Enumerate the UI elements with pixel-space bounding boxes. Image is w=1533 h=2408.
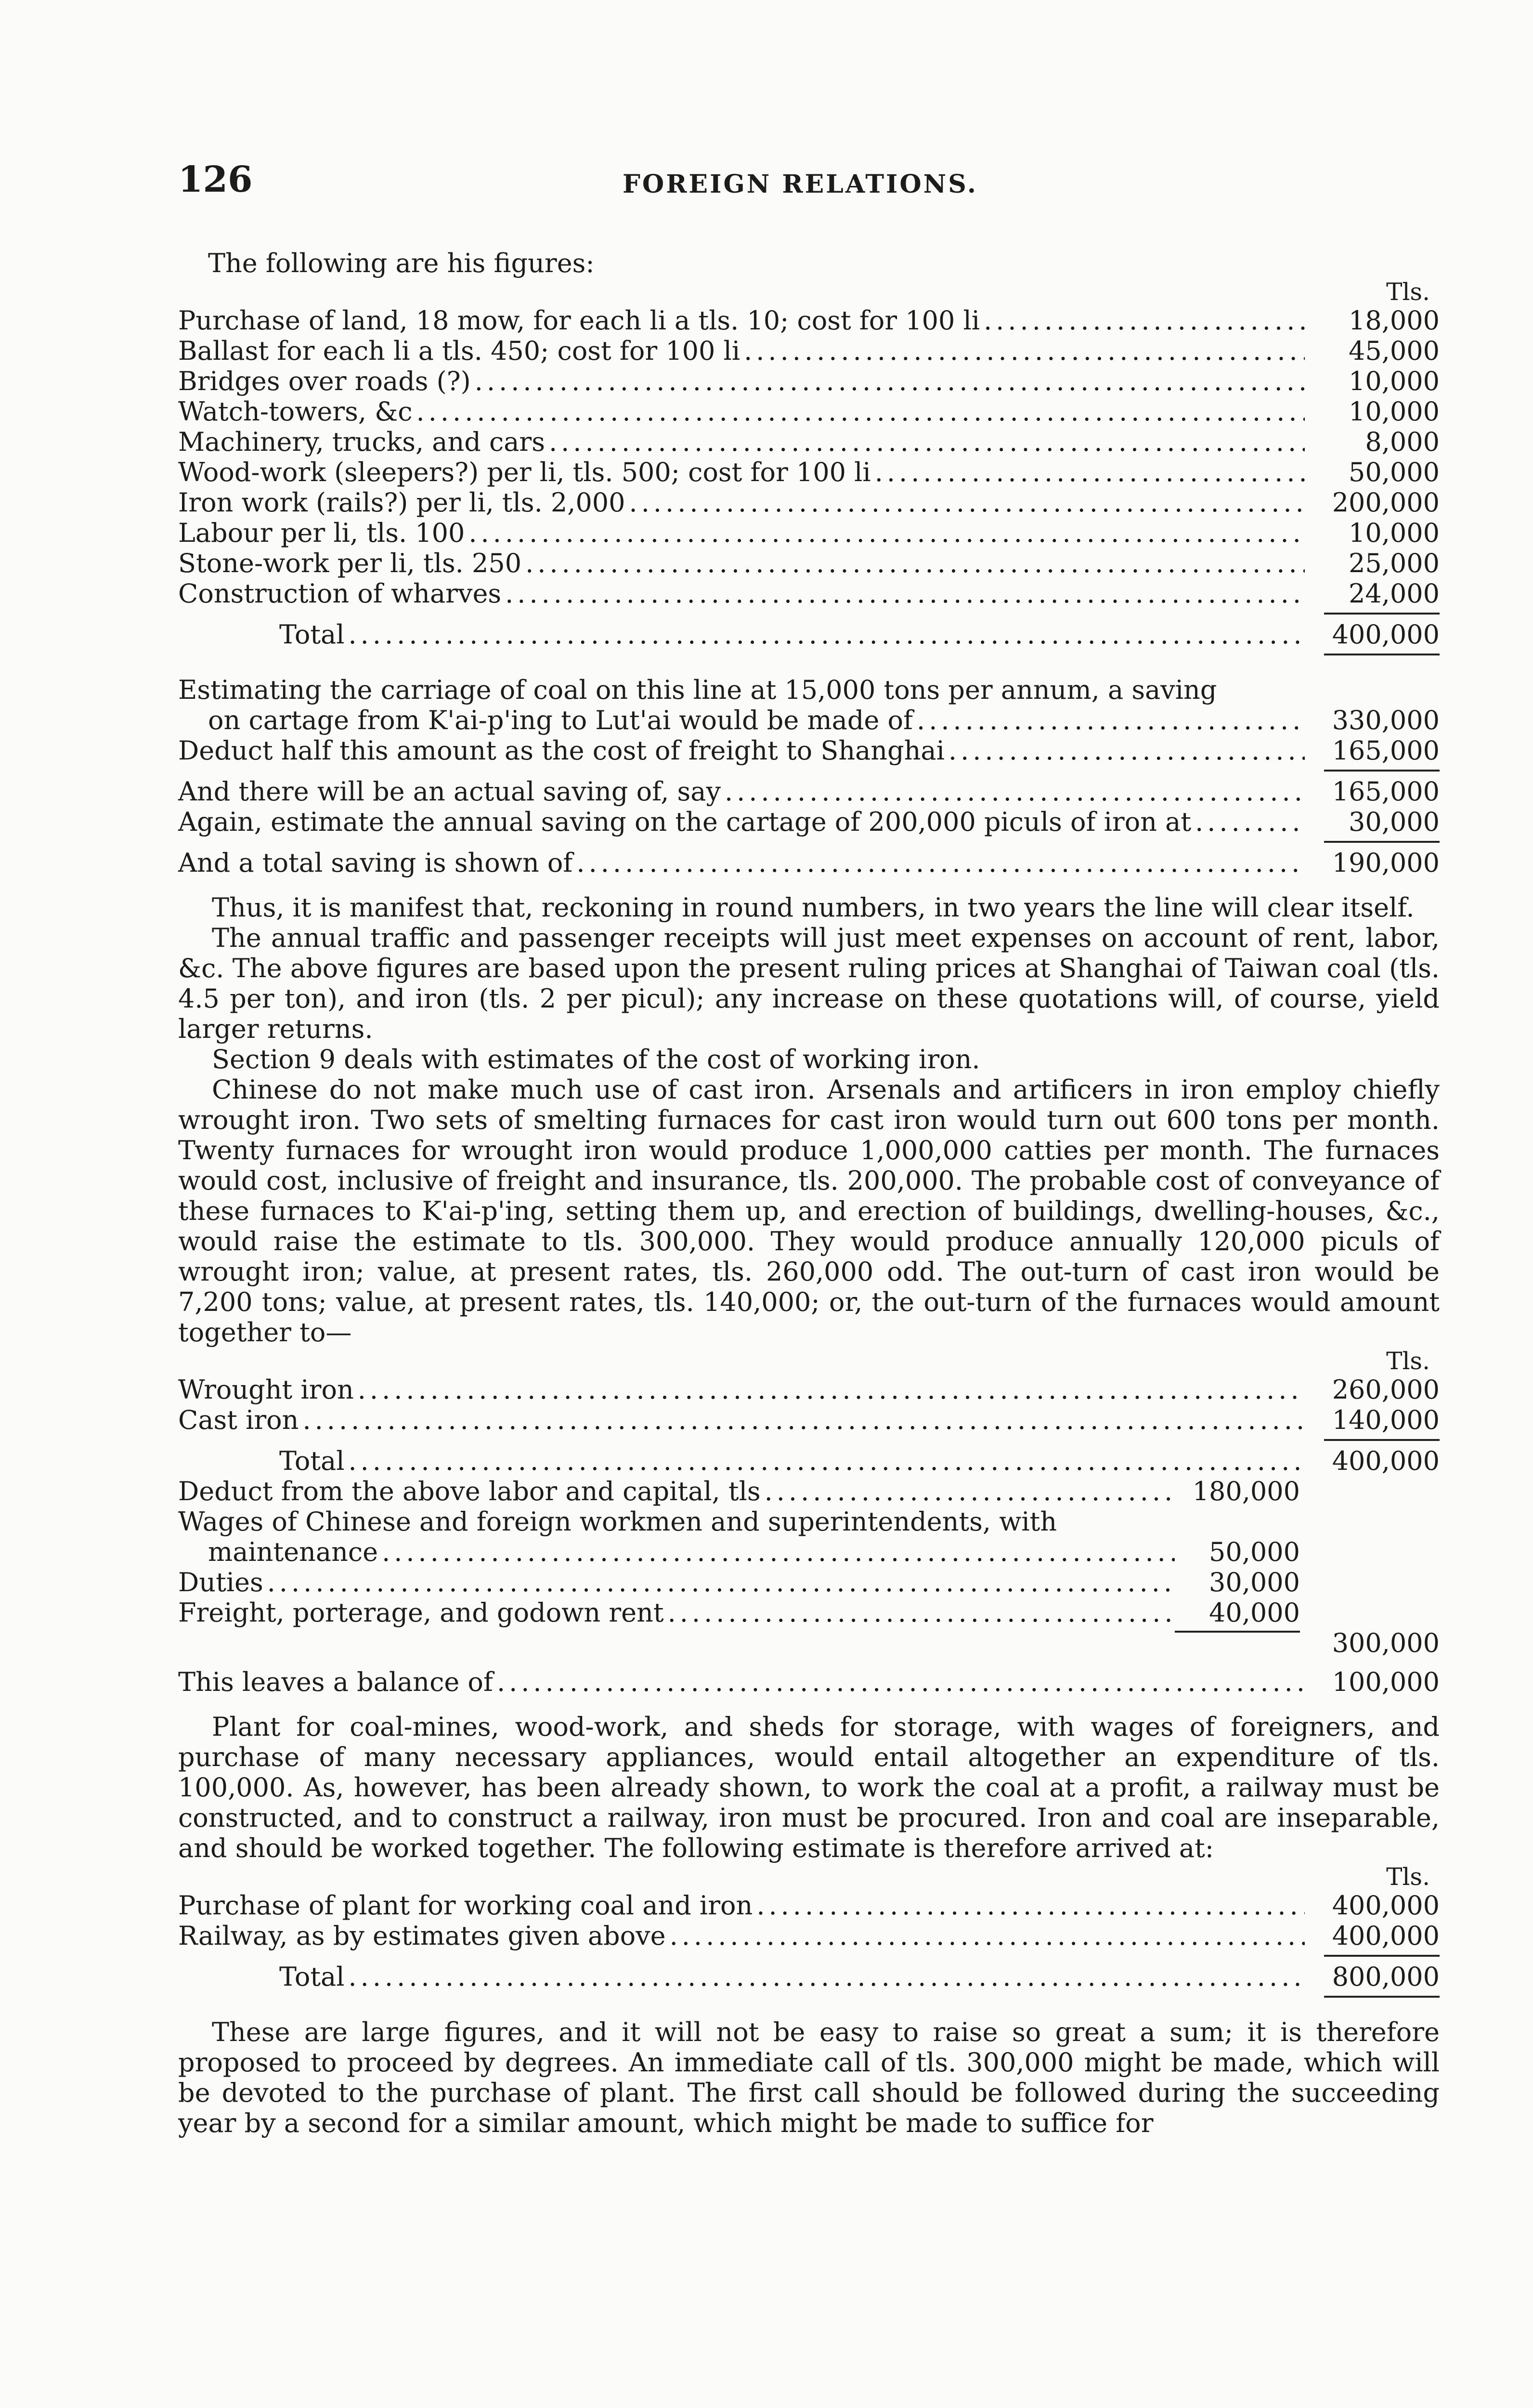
saving-section <box>178 675 1440 878</box>
table-row: Bridges over roads (?) ..... 10,000 <box>178 366 1440 396</box>
paragraph: These are large figures, and it will not be easy to raise so great a sum; it is therefore proposed to proceed by degrees. An immediate call of tls. 300,000 might be made, which will be devoted to the purchase of plant. The first call should be followed during the succeeding year by a second for a similar amount, which might be made to suffice for <box>178 2017 1440 2138</box>
running-head: FOREIGN RELATIONS. <box>623 170 978 199</box>
railway-total-row: Total ..... 400,000 <box>178 619 1440 650</box>
paragraph: Chinese do not make much use of cast iron. Arsenals and artificers in iron employ chiefly wrought iron. Two sets of smelting furnaces for cast iron would turn out 600 tons per month. Twenty furnaces for wrought iron would produce 1,000,000 catties per month. The furnaces would cost, inclusive of freight and insurance, tls. 200,000. The probable cost of conveyance of these furnaces to K'ai-p'ing, setting them up, and erection of buildings, dwelling-houses, &c., would raise the estimate to tls. 300,000. They would produce annually 120,000 piculs of wrought iron; value, at present rates, tls. 260,000 odd. The out-turn of cast iron would be 7,200 tons; value, at present rates, tls. 140,000; or, the out-turn of the furnaces would amount together to— <box>178 1074 1440 1348</box>
divider <box>1324 841 1440 843</box>
table-row: Again, estimate the annual saving on the cartage of 200,000 piculs of iron at ..... 30,000 <box>178 807 1440 837</box>
estimate-total-row: Total ..... 800,000 <box>178 1962 1440 1992</box>
page-number: 126 <box>178 159 253 200</box>
table-row: Purchase of plant for working coal and iron ..... 400,000 <box>178 1890 1440 1921</box>
table-row: maintenance ..... 50,000 <box>178 1537 1440 1567</box>
table-row: on cartage from K'ai-p'ing to Lut'ai would be made of ..... 330,000 <box>178 705 1440 735</box>
deductions-total-row: 300,000 <box>178 1628 1440 1658</box>
paragraph: Section 9 deals with estimates of the cost of working iron. <box>212 1044 980 1074</box>
table-row: And there will be an actual saving of, say ..... 165,000 <box>178 776 1440 807</box>
paragraph: Thus, it is manifest that, reckoning in round numbers, in two years the line will clear itself. <box>212 892 1415 923</box>
table-row: Railway, as by estimates given above ..... 400,000 <box>178 1921 1440 1951</box>
unit-label: Tls. <box>1386 1347 1430 1375</box>
table-row: Cast iron ..... 140,000 <box>178 1405 1440 1435</box>
table-row: Machinery, trucks, and cars ..... 8,000 <box>178 427 1440 457</box>
table-row: Purchase of land, 18 mow, for each li a tls. 10; cost for 100 li ..... 18,000 <box>178 305 1440 336</box>
saving-total-row: And a total saving is shown of ..... 190,000 <box>178 848 1440 878</box>
table-row: Labour per li, tls. 100 ..... 10,000 <box>178 518 1440 548</box>
intro-text: The following are his figures: <box>208 248 595 278</box>
balance-row: This leaves a balance of ..... 100,000 <box>178 1667 1440 1697</box>
divider <box>1324 770 1440 772</box>
table-row: Duties ..... 30,000 <box>178 1567 1440 1597</box>
page-body <box>178 248 1440 2138</box>
paragraph: Plant for coal-mines, wood-work, and sheds for storage, with wages of foreigners, and purchase of many necessary appliances, would entail altogether an expenditure of tls. 100,000. As, however, has been already shown, to work the coal at a profit, a railway must be constructed, and to construct a railway, iron must be procured. Iron and coal are inseparable, and should be worked together. The following estimate is therefore arrived at: <box>178 1712 1440 1863</box>
table-row: Freight, porterage, and godown rent ..... 40,000 <box>178 1597 1440 1628</box>
unit-label: Tls. <box>1386 1863 1430 1891</box>
divider <box>1324 1996 1440 1998</box>
railway-cost-list <box>178 305 1440 609</box>
paragraph: The annual traffic and passenger receipts will just meet expenses on account of rent, labor, &c. The above figures are based upon the present ruling prices at Shanghai of Taiwan coal (tls. 4.5 per ton), and iron (tls. 2 per picul); any increase on these quotations will, of course, yield larger returns. <box>178 923 1440 1044</box>
table-row: Ballast for each li a tls. 450; cost for 100 li ..... 45,000 <box>178 336 1440 366</box>
table-row: Watch-towers, &c ..... 10,000 <box>178 396 1440 427</box>
wages-line: Wages of Chinese and foreign workmen and superintendents, with <box>178 1506 1057 1537</box>
unit-label: Tls. <box>1386 278 1430 306</box>
table-row: Iron work (rails?) per li, tls. 2,000 ..... 200,000 <box>178 487 1440 518</box>
table-row: Deduct half this amount as the cost of freight to Shanghai ..... 165,000 <box>178 735 1440 766</box>
table-row: Construction of wharves ..... 24,000 <box>178 578 1440 609</box>
divider <box>1324 1955 1440 1957</box>
saving-estimate-line: Estimating the carriage of coal on this line at 15,000 tons per annum, a saving <box>178 675 1217 705</box>
table-row: Deduct from the above labor and capital, tls ..... 180,000 <box>178 1476 1440 1506</box>
divider <box>1324 654 1440 655</box>
table-row: Wrought iron ..... 260,000 <box>178 1374 1440 1405</box>
table-row: Stone-work per li, tls. 250 ..... 25,000 <box>178 548 1440 578</box>
iron-total-row: Total ..... 400,000 <box>178 1446 1440 1476</box>
table-row: Wood-work (sleepers?) per li, tls. 500; cost for 100 li ..... 50,000 <box>178 457 1440 487</box>
iron-section <box>178 1374 1440 1697</box>
estimate-section <box>178 1890 1440 1998</box>
divider <box>1324 613 1440 615</box>
divider <box>1324 1439 1440 1441</box>
